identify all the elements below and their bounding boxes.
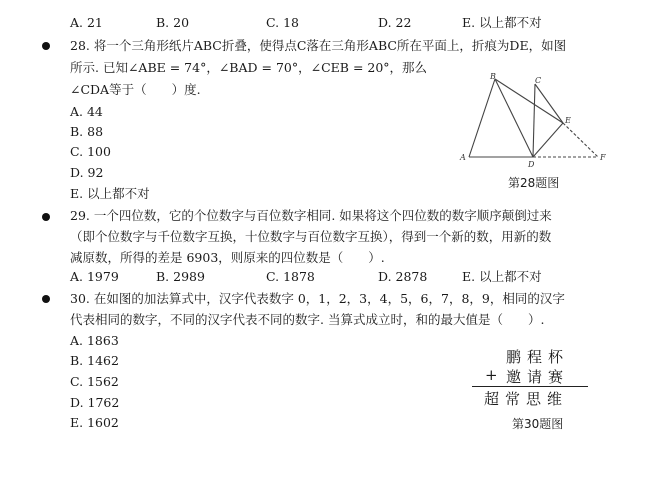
q30-line1: 30. 在如图的加法算式中，汉字代表数字 0，1，2，3，4，5，6，7，8，9，相同的汉字 bbox=[70, 291, 565, 306]
q29-option-e: E. 以上都不对 bbox=[462, 269, 542, 284]
q29-option-b: B. 2989 bbox=[156, 269, 205, 284]
q30-figure-caption: 第30题图 bbox=[512, 417, 564, 431]
q28-option-b: B. 88 bbox=[70, 124, 104, 139]
top-option-e: E. 以上都不对 bbox=[462, 15, 542, 30]
q30-line2: 代表相同的数字，不同的汉字代表不同的数字. 当算式成立时，和的最大值是（ ）. bbox=[70, 312, 545, 327]
q28-option-a: A. 44 bbox=[70, 104, 103, 119]
q29-line2: （即个位数字与千位数字互换，十位数字与百位数字互换），得到一个新的数，用新的数 bbox=[70, 229, 552, 244]
q29-bullet bbox=[42, 213, 50, 221]
q30-option-d: D. 1762 bbox=[70, 395, 120, 410]
q30-option-e: E. 1602 bbox=[70, 415, 119, 430]
fig28-label-f: F bbox=[600, 153, 606, 162]
fig28-fold-de bbox=[533, 123, 563, 157]
q28-line1: 28. 将一个三角形纸片ABC折叠，使得点C落在三角形ABC所在平面上，折痕为DE，如图 bbox=[70, 38, 567, 53]
q29-option-d: D. 2878 bbox=[378, 269, 428, 284]
q28-figure bbox=[455, 70, 620, 180]
q29-line3: 减原数，所得的差是 6903，则原来的四位数是（ ）. bbox=[70, 250, 385, 265]
fig28-label-b: B bbox=[490, 72, 496, 81]
fig28-label-c: C bbox=[535, 76, 542, 85]
q30-sum-line bbox=[472, 386, 588, 387]
q29-option-a: A. 1979 bbox=[70, 269, 119, 284]
fig28-dashed-ef bbox=[563, 123, 598, 157]
q28-line2: 所示. 已知∠ABE = 74°，∠BAD = 70°，∠CEB = 20°，那么 bbox=[70, 60, 428, 75]
fig28-label-d: D bbox=[528, 160, 535, 169]
q30-addend-row2: 邀请赛 bbox=[506, 368, 570, 386]
q30-option-c: C. 1562 bbox=[70, 374, 119, 389]
top-option-b: B. 20 bbox=[156, 15, 190, 30]
fig28-label-e: E bbox=[565, 116, 571, 125]
fig28-label-a: A bbox=[460, 153, 466, 162]
q29-option-c: C. 1878 bbox=[266, 269, 315, 284]
q30-option-a: A. 1863 bbox=[70, 333, 119, 348]
fig28-side-ab bbox=[469, 79, 495, 157]
q28-line3: ∠CDA等于（ ）度. bbox=[70, 82, 201, 97]
top-option-a: A. 21 bbox=[70, 15, 103, 30]
q30-bullet bbox=[42, 295, 50, 303]
top-option-c: C. 18 bbox=[266, 15, 299, 30]
q28-option-e: E. 以上都不对 bbox=[70, 186, 150, 201]
q30-addend-row1: 鹏程杯 bbox=[506, 348, 570, 366]
q30-plus-sign: + bbox=[485, 366, 504, 384]
q30-sum-row: 超常思维 bbox=[484, 390, 569, 408]
q28-option-c: C. 100 bbox=[70, 144, 111, 159]
q28-figure-caption: 第28题图 bbox=[508, 176, 560, 190]
q30-option-b: B. 1462 bbox=[70, 353, 119, 368]
top-option-d: D. 22 bbox=[378, 15, 412, 30]
fig28-side-dc bbox=[533, 84, 535, 157]
fig28-side-ce bbox=[535, 84, 563, 123]
q28-bullet bbox=[42, 42, 50, 50]
q29-line1: 29. 一个四位数，它的个位数字与百位数字相同. 如果将这个四位数的数字顺序颠倒过来 bbox=[70, 208, 552, 223]
q28-option-d: D. 92 bbox=[70, 165, 104, 180]
